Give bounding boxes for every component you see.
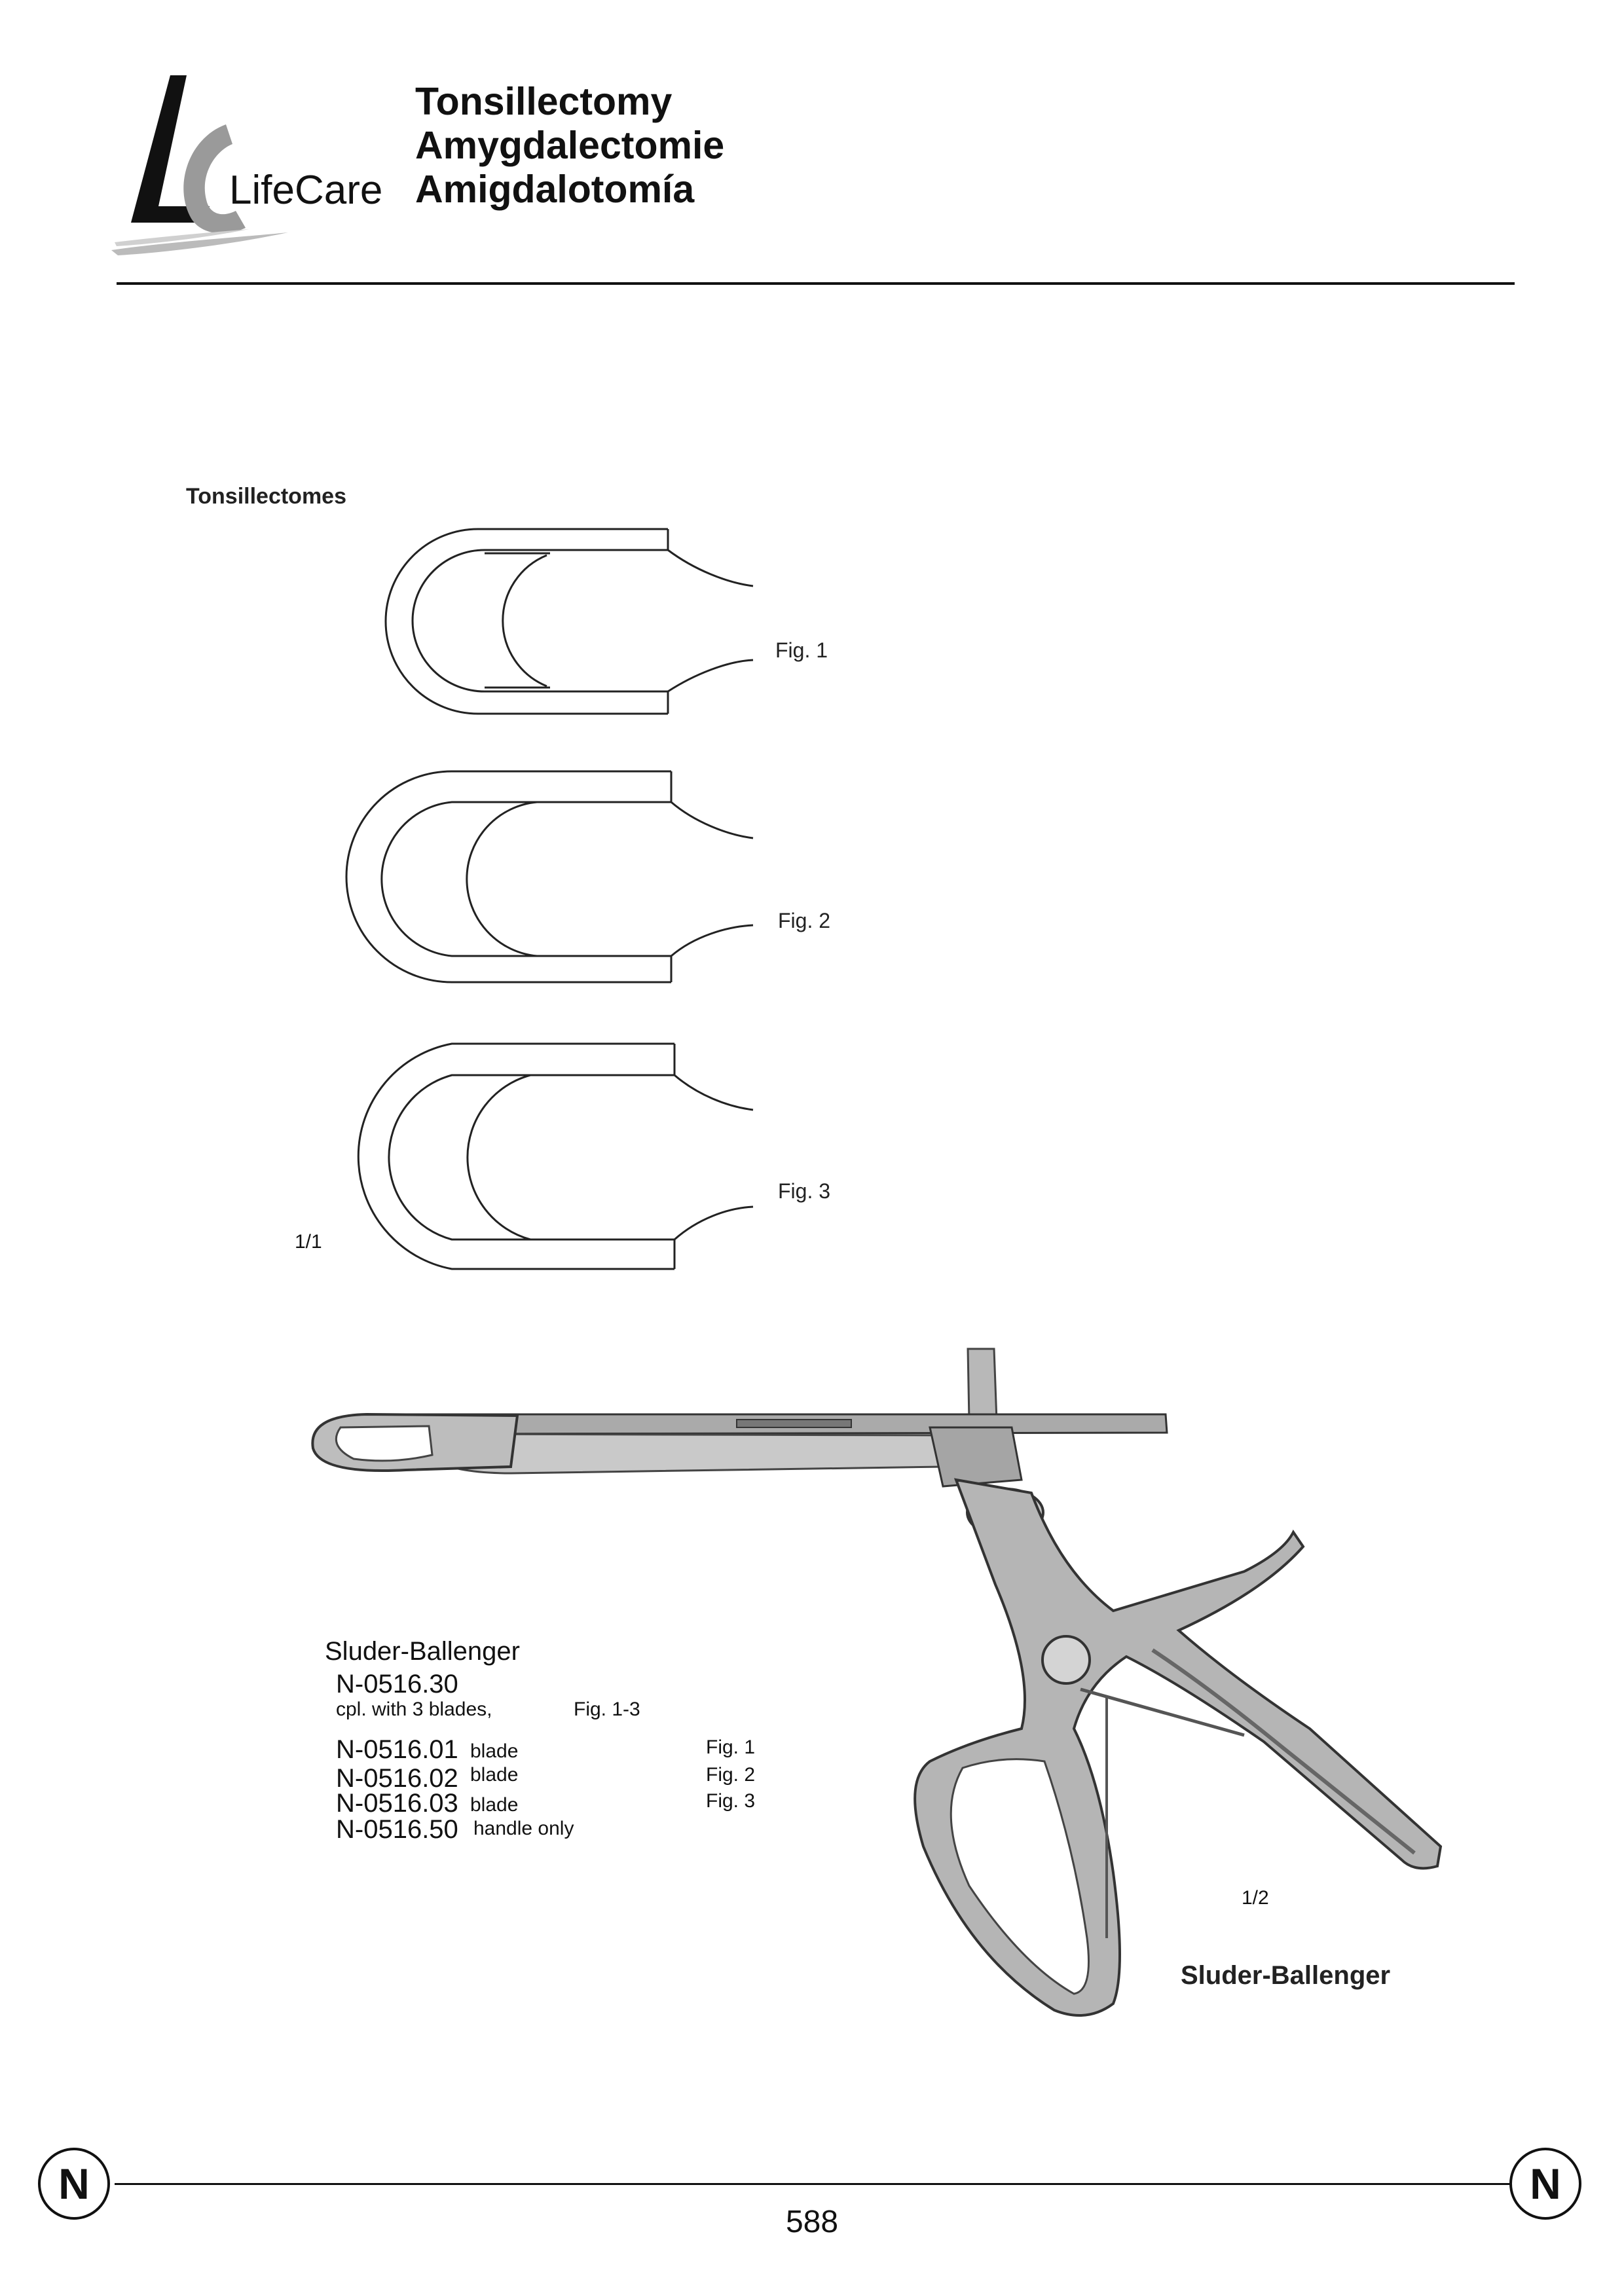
list-item (336, 1764, 834, 1793)
order-fig: Fig. 1-3 (574, 1698, 640, 1720)
photo-caption: Sluder-Ballenger (1181, 1961, 1391, 1990)
product-name: Sluder-Ballenger (325, 1637, 520, 1666)
order-number: N-0516.01 (336, 1735, 458, 1764)
order-description: handle only (473, 1818, 574, 1839)
page-title-en: Tonsillectomy (415, 80, 673, 123)
blade-drawing-fig2 (346, 771, 753, 982)
scale-label-top: 1/1 (295, 1231, 322, 1253)
list-item (336, 1815, 834, 1844)
order-fig: Fig. 3 (706, 1790, 756, 1812)
page-title-es: Amigdalotomía (415, 168, 695, 211)
list-item (336, 1789, 834, 1818)
order-number: N-0516.50 (336, 1815, 458, 1844)
order-description: blade (470, 1794, 519, 1816)
order-fig: Fig. 2 (706, 1764, 756, 1786)
fig-label-1: Fig. 1 (775, 638, 828, 662)
list-item (336, 1670, 834, 1698)
list-item (336, 1698, 834, 1735)
page-number: 588 (785, 2205, 839, 2239)
order-description: blade (470, 1764, 519, 1786)
order-number: N-0516.30 (336, 1670, 458, 1698)
brand-name: LifeCare (229, 168, 383, 213)
fig-label-2: Fig. 2 (778, 909, 831, 932)
order-description: blade (470, 1740, 519, 1762)
blade-drawing-fig3 (358, 1044, 753, 1269)
order-description: cpl. with 3 blades, (336, 1698, 492, 1720)
fig-label-3: Fig. 3 (778, 1179, 831, 1203)
list-item (336, 1735, 834, 1764)
section-tab-marker-left: N (38, 2148, 110, 2220)
page-title-fr: Amygdalectomie (415, 124, 725, 167)
order-number-list (336, 1670, 834, 1844)
section-tab-marker-right: N (1509, 2148, 1581, 2220)
order-fig: Fig. 1 (706, 1736, 756, 1758)
blade-drawing-fig1 (386, 529, 753, 714)
order-number: N-0516.03 (336, 1789, 458, 1818)
footer-divider (115, 2183, 1513, 2185)
order-number: N-0516.02 (336, 1764, 458, 1793)
scale-label-photo: 1/2 (1242, 1887, 1269, 1909)
section-heading: Tonsillectomes (186, 484, 346, 509)
